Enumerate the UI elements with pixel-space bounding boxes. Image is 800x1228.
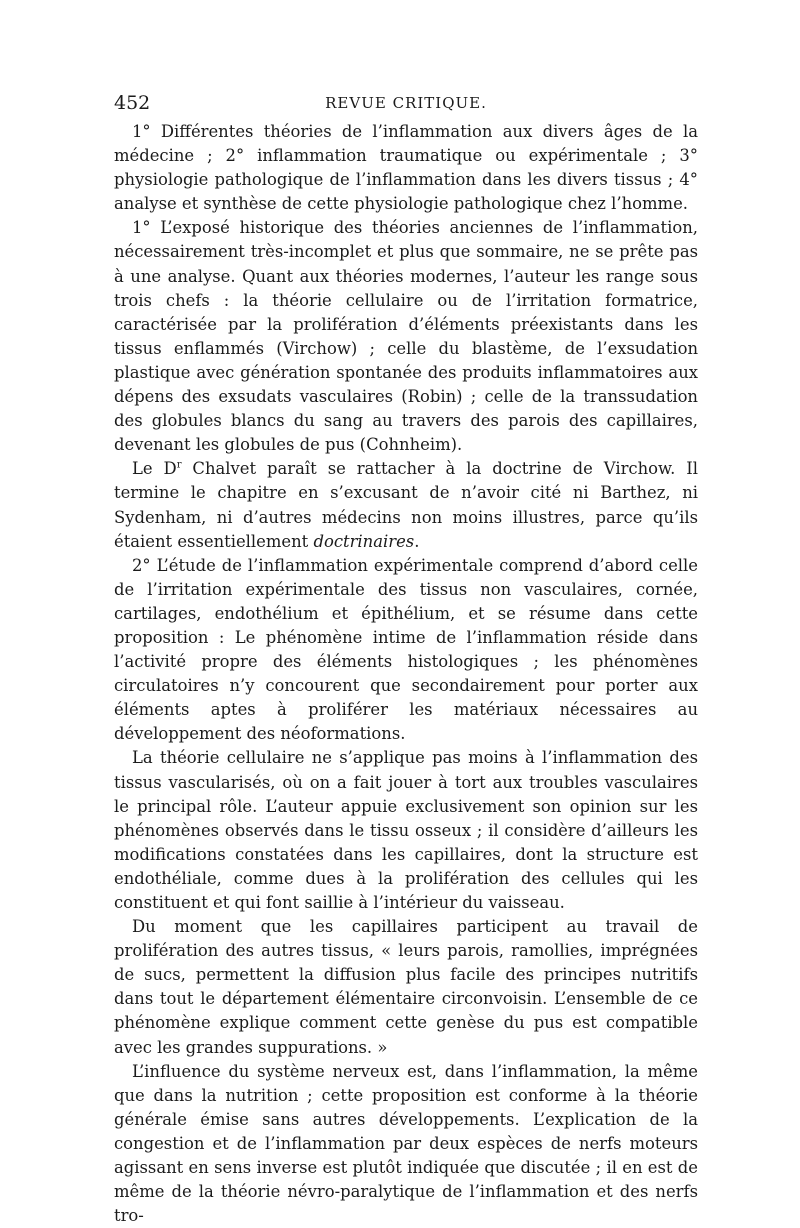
paragraph: La théorie cellulaire ne s’applique pas moins à l’inflammation des tissus vascularisés, où on a fait jouer à tort aux troubles vasculaires le principal rôle. L’auteur appuie exclusivement son opinion sur les phénomènes observés dans le tissu osseux ; il considère d’ailleurs les modifications constatées dans les capillaires, dont la structure est endothéliale, comme dues à la prolifération des cellules qui les constituent et qui font saillie à l’intérieur du vaisseau. <box>114 748 698 912</box>
paragraph: 1° L’exposé historique des théories anciennes de l’inflammation, nécessairement très-incomplet et plus que sommaire, ne se prête pas à une analyse. Quant aux théories modernes, l’auteur les range sous trois chefs : la théorie cellulaire ou de l’irritation formatrice, caractérisée par la prolifération d’éléments préexistants dans les tissus enflammés (Virchow) ; celle du blastème, de l’exsudation plastique avec génération spontanée des produits inflammatoires aux dépens des exsudats vasculaires (Robin) ; celle de la transsudation des globules blancs du sang au travers des parois des capillaires, devenant les globules de pus (Cohnheim). <box>114 218 698 455</box>
italic-term: doctrinaires <box>313 531 415 551</box>
page-header <box>114 92 698 116</box>
paragraph <box>114 457 698 553</box>
paragraph-text: . <box>414 531 420 551</box>
paragraph: 2° L’étude de l’inflammation expérimentale comprend d’abord celle de l’irritation expérimentale des tissus non vasculaires, cornée, cartilages, endothélium et épithélium, et se résume dans cette proposition : Le phénomène intime de l’inflammation réside dans l’activité propre des éléments histologiques ; les phénomènes circulatoires n’y concourent que secondairement pour porter aux éléments aptes à proliférer les matériaux nécessaires au développement des néoformations. <box>114 555 698 744</box>
paragraph-text: Chalvet paraît se rattacher à la doctrine de Virchow. Il termine le chapitre en s’excusant de n’avoir cité ni Barthez, ni Sydenham, ni d’autres médecins non moins illustres, parce qu’ils étaient essentiellement <box>114 459 698 551</box>
document-page <box>114 92 698 1228</box>
paragraph: 1° Différentes théories de l’inflammation aux divers âges de la médecine ; 2° inflammation traumatique ou expérimentale ; 3° physiologie pathologique de l’inflammation dans les divers tissus ; 4° analyse et synthèse de cette physiologie pathologique chez l’homme. <box>114 122 698 214</box>
paragraph-text: Le D <box>132 459 177 479</box>
running-title: REVUE CRITIQUE. <box>325 94 487 112</box>
superscript: r <box>176 459 182 471</box>
paragraph: L’influence du système nerveux est, dans l’inflammation, la même que dans la nutrition ; cette proposition est conforme à la théorie générale émise sans autres développements. L’explication de la congestion et de l’inflammation par deux espèces de nerfs moteurs agissant en sens inverse est plutôt indiquée que discutée ; il en est de même de la théorie névro-paralytique de l’inflammation et des nerfs tro- <box>114 1061 698 1226</box>
body-text <box>114 120 698 1228</box>
paragraph: Du moment que les capillaires participent au travail de prolifération des autres tissus, « leurs parois, ramollies, imprégnées de sucs, permettent la diffusion plus facile des principes nutritifs dans tout le département élémentaire circonvoisin. L’ensemble de ce phénomène explique comment cette genèse du pus est compatible avec les grandes suppurations. » <box>114 917 698 1057</box>
page-number: 452 <box>114 92 151 114</box>
